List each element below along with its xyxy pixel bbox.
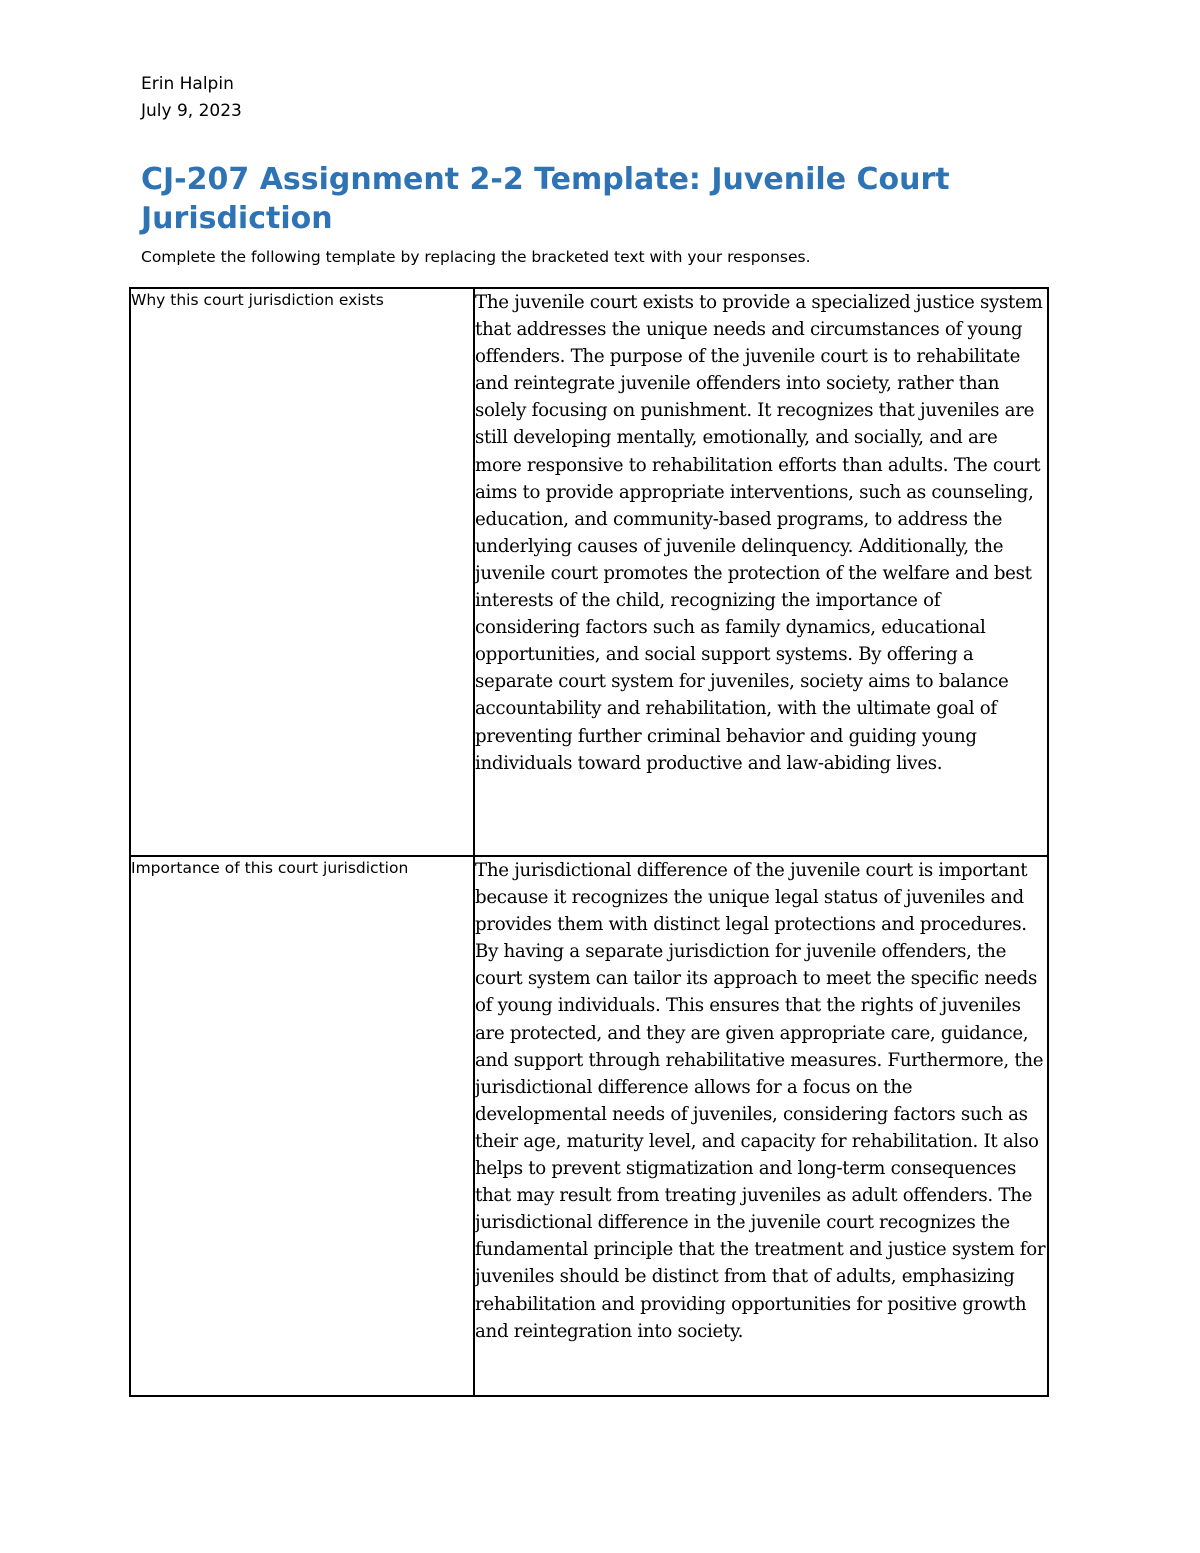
table-row (130, 288, 1048, 856)
row-response-importance-of-jurisdiction: The jurisdictional difference of the juvenile court is important because it recognizes the unique legal status of juveniles and provides them with distinct legal protections and procedures. By having a separate jurisdiction for juvenile offenders, the court system can tailor its approach to meet the specific needs of young individuals. This ensures that the rights of juveniles are protected, and they are given appropriate care, guidance, and support through rehabilitative measures. Furthermore, the jurisdictional difference allows for a focus on the developmental needs of juveniles, considering factors such as their age, maturity level, and capacity for rehabilitation. It also helps to prevent stigmatization and long-term consequences that may result from treating juveniles as adult offenders. The jurisdictional difference in the juvenile court recognizes the fundamental principle that the treatment and justice system for juveniles should be distinct from that of adults, emphasizing rehabilitation and providing opportunities for positive growth and reintegration into society. (474, 856, 1048, 1396)
table-row (130, 856, 1048, 1396)
row-label-importance-of-jurisdiction: Importance of this court jurisdiction (130, 856, 474, 1396)
author-name: Erin Halpin (141, 74, 234, 94)
template-instructions: Complete the following template by replacing the bracketed text with your responses. (141, 248, 811, 266)
row-response-why-jurisdiction-exists: The juvenile court exists to provide a specialized justice system that addresses the unique needs and circumstances of young offenders. The purpose of the juvenile court is to rehabilitate and reintegrate juvenile offenders into society, rather than solely focusing on punishment. It recognizes that juveniles are still developing mentally, emotionally, and socially, and are more responsive to rehabilitation efforts than adults. The court aims to provide appropriate interventions, such as counseling, education, and community-based programs, to address the underlying causes of juvenile delinquency. Additionally, the juvenile court promotes the protection of the welfare and best interests of the child, recognizing the importance of considering factors such as family dynamics, educational opportunities, and social support systems. By offering a separate court system for juveniles, society aims to balance accountability and rehabilitation, with the ultimate goal of preventing further criminal behavior and guiding young individuals toward productive and law-abiding lives. (474, 288, 1048, 856)
response-table (129, 287, 1049, 1397)
row-label-why-jurisdiction-exists: Why this court jurisdiction exists (130, 288, 474, 856)
document-title: CJ-207 Assignment 2-2 Template: Juvenile Court Jurisdiction (141, 162, 950, 236)
document-date: July 9, 2023 (141, 101, 242, 121)
